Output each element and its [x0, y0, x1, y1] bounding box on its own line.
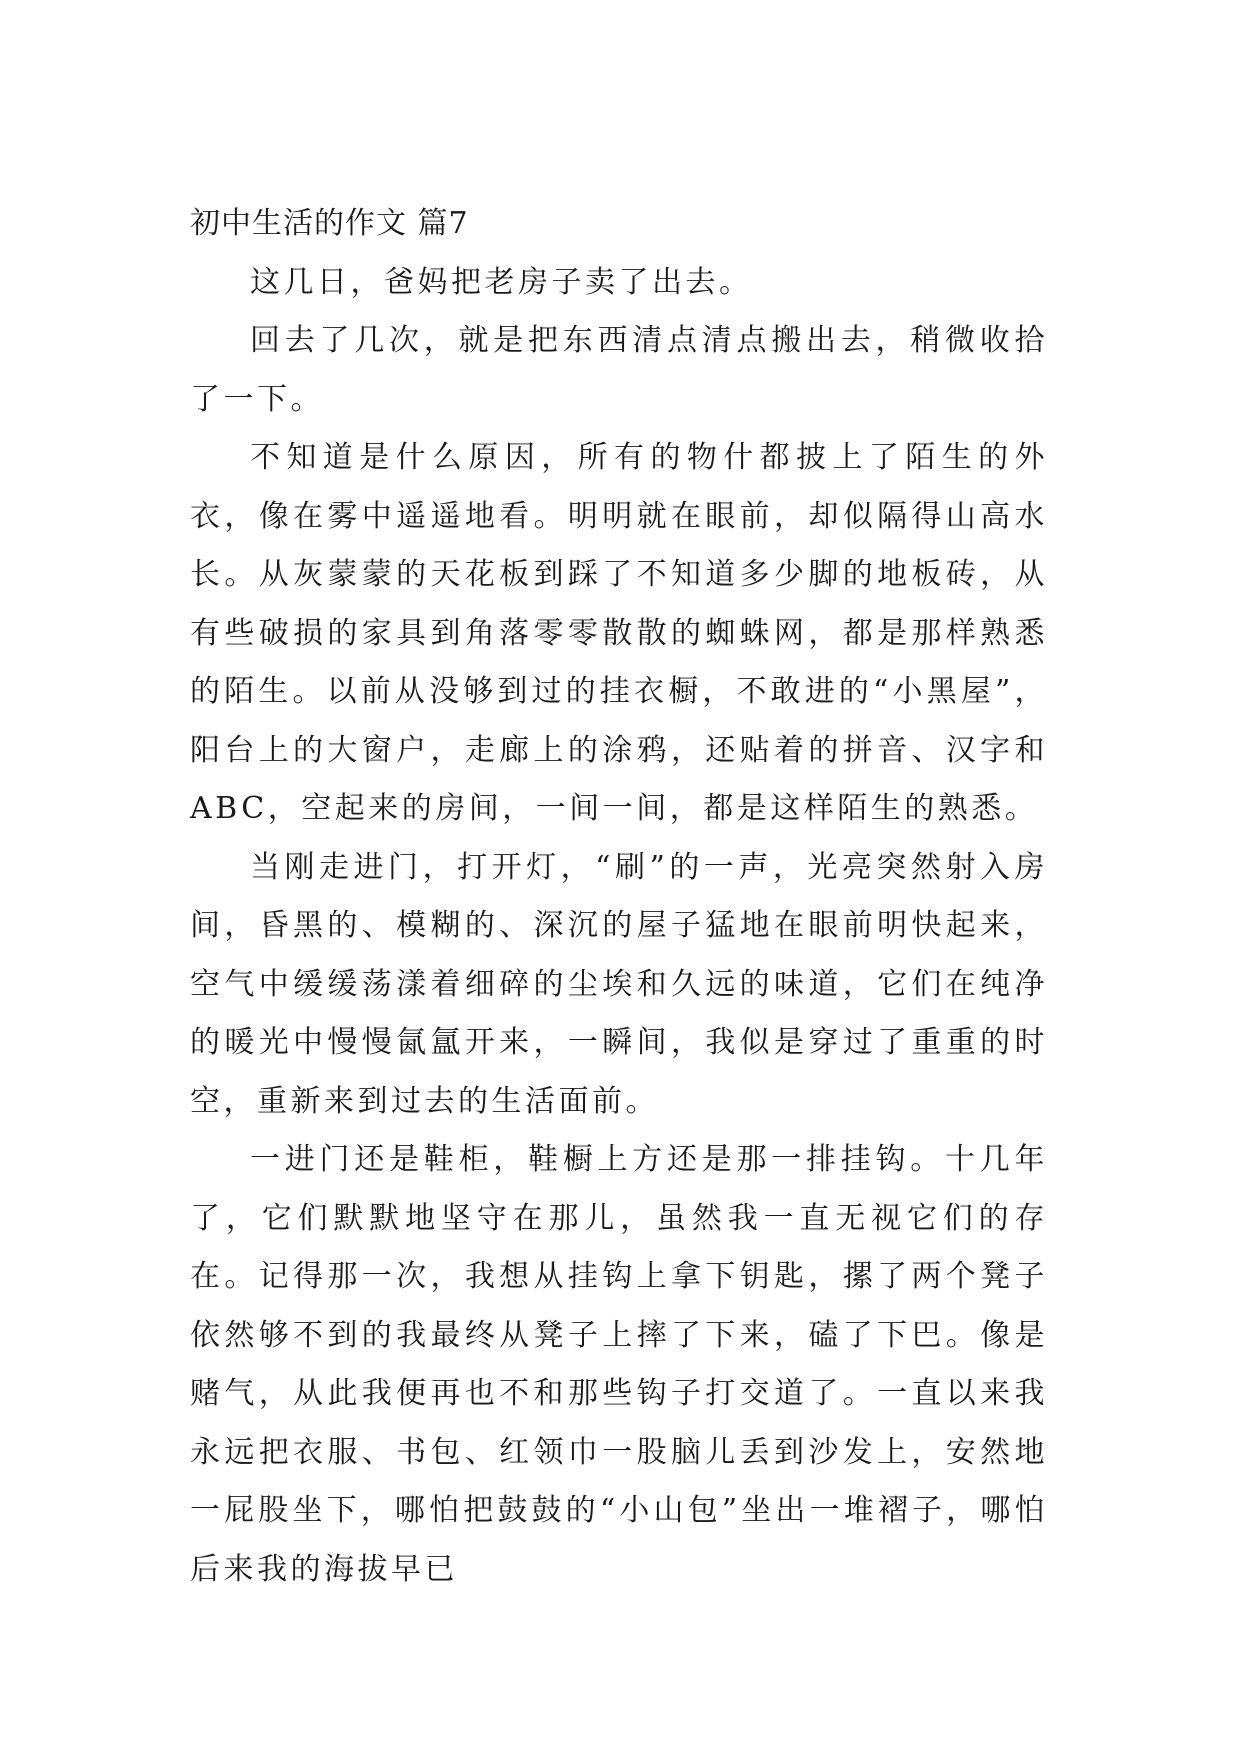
paragraph-4: 当刚走进门，打开灯，“刷”的一声，光亮突然射入房间，昏黑的、模糊的、深沉的屋子猛地在眼前明快起来，空气中缓缓荡漾着细碎的尘埃和久远的味道，它们在纯净的暖光中慢慢氤氲开来，一瞬间，我似是穿过了重重的时空，重新来到过去的生活面前。 — [190, 849, 1048, 1119]
essay-title: 初中生活的作文 篇7 — [190, 206, 469, 241]
paragraph-1: 这几日，爸妈把老房子卖了出去。 — [250, 264, 753, 300]
paragraph-3: 不知道是什么原因，所有的物什都披上了陌生的外衣，像在雾中遥遥地看。明明就在眼前，却似隔得山高水长。从灰蒙蒙的天花板到踩了不知道多少脚的地板砖，从有些破损的家具到角落零零散散的蜘蛛网，都是那样熟悉的陌生。以前从没够到过的挂衣橱，不敢进的“小黑屋”，阳台上的大窗户，走廊上的涂鸦，还贴着的拼音、汉字和ABC，空起来的房间，一间一间，都是这样陌生的熟悉。 — [190, 440, 1048, 826]
document-body — [190, 195, 1048, 1599]
paragraph-5: 一进门还是鞋柜，鞋橱上方还是那一排挂钩。十几年了，它们默默地坚守在那儿，虽然我一直无视它们的存在。记得那一次，我想从挂钩上拿下钥匙，摞了两个凳子依然够不到的我最终从凳子上摔了下来，磕了下巴。像是赌气，从此我便再也不和那些钩子打交道了。一直以来我永远把衣服、书包、红领巾一股脑儿丢到沙发上，安然地一屁股坐下，哪怕把鼓鼓的“小山包”坐出一堆褶子，哪怕后来我的海拔早已 — [190, 1142, 1048, 1587]
paragraph-2: 回去了几次，就是把东西清点清点搬出去，稍微收拾了一下。 — [190, 323, 1048, 417]
